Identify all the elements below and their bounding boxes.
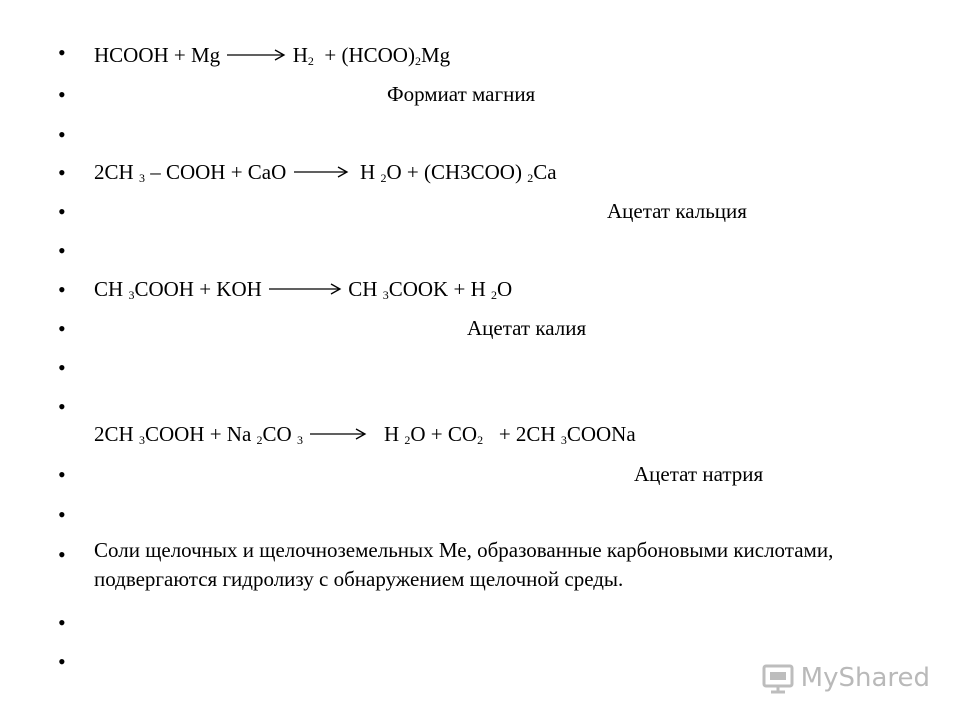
bullet <box>58 510 68 520</box>
arrow-icon <box>225 48 287 62</box>
bullet <box>58 285 68 295</box>
equation-3: CH $_3$COOH + KOH CH $_3$COOK + H $_2$O <box>94 277 513 302</box>
bullet <box>58 90 68 100</box>
watermark-text: MyShared <box>800 663 930 693</box>
equation-1: HCOOH + Mg $H_2$ + $(HCOO)_2Mg$ <box>94 43 451 68</box>
product-name-2: Ацетат кальция <box>607 199 747 223</box>
product-name-4: Ацетат натрия <box>634 462 764 486</box>
product-name-3: Ацетат калия <box>467 316 587 340</box>
equation-2: 2CH $_3$ – COOH + CaO H $_2$O + (CH3COO) $_2$Ca <box>94 160 557 185</box>
conclusion-text: Соли щелочных и щелочноземельных Ме, образованные карбоновыми кислотами, подвергаются гидролизу с обнаружением щелочной среды. <box>94 538 834 591</box>
bullet <box>58 130 68 140</box>
bullet <box>58 48 68 58</box>
bullet <box>58 168 68 178</box>
bullet <box>58 207 68 217</box>
bullet <box>58 246 68 256</box>
product-name-1: Формиат магния <box>387 82 536 106</box>
bullet <box>58 470 68 480</box>
watermark <box>761 661 930 695</box>
bullet <box>58 550 68 560</box>
equation-4: 2CH $_3$COOH + Na $_2$CO $_3$ H $_2O + CO_2$ + 2CH $_3$COONa <box>94 422 636 447</box>
bullet <box>58 402 68 412</box>
bullet <box>58 657 68 667</box>
projector-icon <box>761 661 795 695</box>
arrow-icon <box>308 427 368 441</box>
bullet <box>58 324 68 334</box>
bullet <box>58 618 68 628</box>
arrow-icon <box>292 165 350 179</box>
bullet <box>58 363 68 373</box>
arrow-icon <box>267 282 343 296</box>
